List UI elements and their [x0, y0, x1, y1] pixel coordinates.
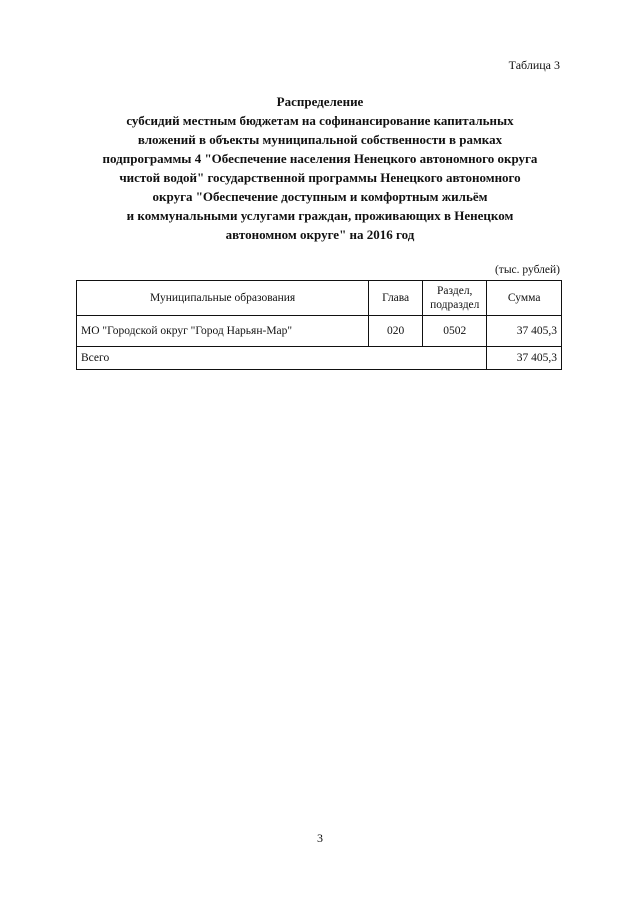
cell-municipality: МО "Городской округ "Город Нарьян-Мар" [77, 316, 369, 347]
total-label: Всего [77, 347, 487, 370]
units-note: (тыс. рублей) [494, 264, 560, 276]
table-number-label: Таблица 3 [508, 58, 560, 72]
title-line: и коммунальными услугами граждан, проживающих в Ненецком [126, 208, 514, 223]
table-total-row [77, 347, 562, 370]
cell-glava: 020 [369, 316, 423, 347]
document-title [60, 92, 580, 244]
title-line: чистой водой" государственной программы Ненецкого автономного [119, 170, 521, 185]
header-razdel-line2: подраздел [430, 299, 480, 311]
title-line: Распределение [276, 94, 364, 109]
header-razdel-line1: Раздел, [437, 285, 473, 297]
title-line: субсидий местным бюджетам на софинансирование капитальных [126, 113, 514, 128]
subsidy-table [76, 280, 562, 370]
header-sum: Сумма [487, 281, 562, 316]
page-number: 3 [317, 831, 323, 845]
title-line: вложений в объекты муниципальной собственности в рамках [137, 132, 503, 147]
title-line: автономном округе" на 2016 год [225, 227, 415, 242]
table-row [77, 316, 562, 347]
cell-razdel: 0502 [423, 316, 487, 347]
table-header-row [77, 281, 562, 316]
cell-sum: 37 405,3 [487, 316, 562, 347]
header-municipality: Муниципальные образования [77, 281, 369, 316]
title-line: округа "Обеспечение доступным и комфортным жильём [152, 189, 488, 204]
header-glava: Глава [369, 281, 423, 316]
title-line: подпрограммы 4 "Обеспечение населения Ненецкого автономного округа [102, 151, 538, 166]
total-sum: 37 405,3 [487, 347, 562, 370]
header-razdel [423, 281, 487, 316]
